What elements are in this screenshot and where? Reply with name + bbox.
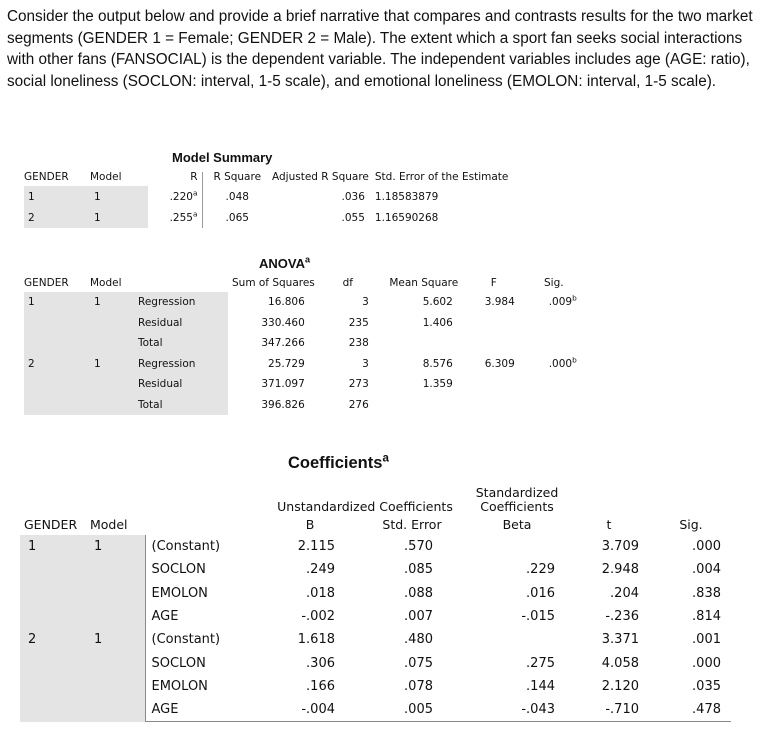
- anova-header-sum-of-squares: Sum of Squares: [232, 277, 315, 289]
- anova-cell-ss: 25.729: [268, 357, 305, 370]
- coef-cell-t: -.710: [567, 698, 651, 722]
- coef-cell-gender: [20, 582, 90, 605]
- coef-cell-beta: .016: [526, 585, 555, 601]
- table-row: [20, 558, 731, 581]
- anova-header-mean-square: Mean Square: [389, 277, 459, 289]
- coef-cell-std-error: .480: [404, 632, 433, 648]
- table-row: [24, 207, 508, 228]
- ms-cell-model: 1: [90, 207, 148, 228]
- coef-cell-std-error: .570: [404, 539, 433, 555]
- model-summary-header: [24, 172, 508, 186]
- coef-cell-model: 1: [90, 628, 145, 651]
- coef-cell-model: [90, 582, 145, 605]
- ms-header-r-square: R Square: [213, 171, 262, 183]
- coef-cell-b: .306: [306, 655, 335, 671]
- coef-cell-b: -.002: [301, 609, 335, 625]
- coef-cell-t: .204: [610, 585, 639, 601]
- anova-cell-ss: 371.097: [261, 378, 305, 391]
- ms-cell-std-error: 1.18583879: [374, 190, 439, 203]
- coef-cell-sig: .004: [692, 562, 721, 578]
- ms-cell-r-square: .065: [225, 211, 249, 224]
- coef-cell-std-error: .075: [404, 655, 433, 671]
- table-row: [24, 292, 587, 313]
- coef-cell-model: [90, 605, 145, 628]
- anova-cell-f: 6.309: [484, 357, 515, 370]
- anova-cell-ms: 1.359: [422, 378, 453, 391]
- coef-cell-gender: 2: [20, 628, 90, 651]
- anova-cell-source: Total: [136, 395, 228, 416]
- anova-cell-ms: 1.406: [422, 316, 453, 329]
- coef-cell-gender: [20, 558, 90, 581]
- coef-cell-variable: AGE: [145, 605, 263, 628]
- anova-cell-gender: 2: [24, 354, 90, 375]
- coef-header-standardized: Standardized Coefficients: [475, 485, 559, 514]
- coefficients-header: [20, 518, 731, 535]
- coef-cell-beta: [467, 535, 567, 558]
- coefficients-header-group: [20, 486, 731, 518]
- coef-cell-variable: (Constant): [145, 535, 263, 558]
- coef-header-beta: Beta: [502, 517, 532, 532]
- ms-cell-r: .255$^a$: [148, 207, 202, 228]
- coef-cell-gender: [20, 605, 90, 628]
- anova-cell-ss: 16.806: [268, 296, 305, 309]
- coef-cell-model: [90, 675, 145, 698]
- ms-header-model: Model: [90, 171, 122, 183]
- coef-cell-beta: .229: [526, 562, 555, 578]
- model-summary-title: Model Summary: [172, 150, 273, 165]
- table-row: [24, 333, 587, 354]
- coef-cell-sig: .000: [692, 655, 721, 671]
- ms-header-adj-r-square: Adjusted R Square: [272, 171, 369, 183]
- coef-cell-sig: .478: [651, 698, 731, 722]
- ms-header-r: R: [148, 172, 202, 186]
- coef-cell-variable: EMOLON: [145, 582, 263, 605]
- anova-cell-ms: 8.576: [422, 357, 453, 370]
- coef-cell-t: 3.371: [601, 632, 639, 648]
- ms-cell-adj-r-square: .055: [341, 211, 365, 224]
- coef-cell-model: 1: [90, 535, 145, 558]
- anova-cell-model: 1: [90, 354, 136, 375]
- table-row: [24, 374, 587, 395]
- anova-table: [24, 278, 587, 415]
- table-row: [20, 582, 731, 605]
- coefficients-title: Coefficients$^a$: [288, 452, 389, 472]
- ms-cell-r-square: .048: [225, 190, 249, 203]
- anova-cell-df: 273: [348, 378, 369, 391]
- anova-cell-source: Total: [136, 333, 228, 354]
- coef-cell-std-error: .005: [357, 698, 467, 722]
- coef-cell-beta: .275: [526, 655, 555, 671]
- coef-cell-std-error: .085: [404, 562, 433, 578]
- ms-header-gender: GENDER: [24, 171, 69, 183]
- anova-cell-model: 1: [90, 292, 136, 313]
- ms-cell-adj-r-square: .036: [341, 190, 365, 203]
- question-text: Consider the output below and provide a brief narrative that compares and contrasts results for the two market segments (GENDER 1 = Female; GENDER 2 = Male). The extent which a sport fan seeks social interactions with other fans (FANSOCIAL) is the dependent variable. The independent variables includes age (AGE: ratio), social loneliness (SOCLON: interval, 1-5 scale), and emotional loneliness (EMOLON: interval, 1-5 scale).: [7, 8, 753, 90]
- coef-cell-beta: .144: [526, 678, 555, 694]
- coef-cell-sig: .001: [692, 632, 721, 648]
- coef-cell-gender: [20, 651, 90, 674]
- ms-cell-r: .220$^a$: [148, 186, 202, 207]
- coef-cell-b: 2.115: [297, 539, 335, 555]
- coef-cell-b: .166: [306, 678, 335, 694]
- coef-cell-b: .018: [306, 585, 335, 601]
- coef-cell-t: 2.948: [601, 562, 639, 578]
- anova-cell-ss: 347.266: [261, 337, 305, 350]
- coef-cell-b: .249: [306, 562, 335, 578]
- anova-cell-df: 3: [362, 296, 369, 309]
- coef-cell-gender: 1: [20, 535, 90, 558]
- coef-cell-beta: -.043: [467, 698, 567, 722]
- coef-cell-sig: .838: [692, 585, 721, 601]
- anova-cell-df: 3: [362, 357, 369, 370]
- coef-cell-sig: .814: [692, 609, 721, 625]
- coef-cell-variable: SOCLON: [145, 558, 263, 581]
- anova-header-f: F: [490, 277, 497, 289]
- anova-cell-sig: .000$^b$: [548, 355, 577, 370]
- coef-cell-std-error: .007: [404, 609, 433, 625]
- anova-cell-source: Regression: [136, 354, 228, 375]
- table-row: [20, 651, 731, 674]
- anova-cell-gender: 1: [24, 292, 90, 313]
- coef-cell-beta: -.015: [521, 609, 555, 625]
- coef-cell-gender: [20, 698, 90, 722]
- anova-cell-sig: .009$^b$: [548, 293, 577, 309]
- coef-header-std-error: Std. Error: [382, 517, 442, 532]
- ms-cell-std-error: 1.16590268: [374, 211, 439, 224]
- anova-header-model: Model: [90, 277, 122, 289]
- coef-header-gender: GENDER: [24, 517, 78, 532]
- anova-header-df: df: [342, 277, 353, 289]
- coef-cell-b: -.004: [263, 698, 357, 722]
- coef-cell-t: -.236: [605, 609, 639, 625]
- anova-cell-source: Residual: [136, 313, 228, 334]
- coef-header-unstandardized: Unstandardized Coefficients: [277, 499, 453, 514]
- anova-cell-source: Residual: [136, 374, 228, 395]
- coef-header-t: t: [606, 517, 612, 532]
- table-row: [20, 605, 731, 628]
- coef-header-b: B: [305, 517, 315, 532]
- anova-header-gender: GENDER: [24, 277, 69, 289]
- coef-cell-sig: .000: [692, 539, 721, 555]
- table-row: [24, 354, 587, 375]
- coef-cell-t: 3.709: [601, 539, 639, 555]
- anova-header-sig: Sig.: [543, 277, 564, 289]
- anova-cell-ms: 5.602: [422, 296, 453, 309]
- anova-cell-df: 276: [348, 398, 369, 411]
- anova-header: [24, 278, 587, 292]
- ms-cell-gender: 2: [24, 207, 90, 228]
- table-row: [20, 628, 731, 651]
- table-row: [24, 395, 587, 416]
- anova-cell-df: 238: [348, 337, 369, 350]
- coef-cell-model: [90, 558, 145, 581]
- coef-cell-sig: .035: [692, 678, 721, 694]
- coef-cell-variable: AGE: [145, 698, 263, 722]
- model-summary-table: [24, 172, 508, 228]
- coef-cell-t: 2.120: [601, 678, 639, 694]
- coef-cell-t: 4.058: [601, 655, 639, 671]
- coef-cell-b: 1.618: [297, 632, 335, 648]
- coef-cell-variable: SOCLON: [145, 651, 263, 674]
- anova-cell-ss: 330.460: [261, 316, 305, 329]
- ms-header-std-error: Std. Error of the Estimate: [374, 171, 509, 183]
- coef-cell-std-error: .088: [404, 585, 433, 601]
- coefficients-table: [20, 486, 731, 722]
- anova-cell-f: 3.984: [484, 296, 515, 309]
- coef-cell-beta: [467, 628, 567, 651]
- anova-cell-source: Regression: [136, 292, 228, 313]
- anova-title: ANOVA$^a$: [259, 254, 311, 271]
- coef-cell-gender: [20, 675, 90, 698]
- ms-cell-model: 1: [90, 186, 148, 207]
- coef-cell-variable: EMOLON: [145, 675, 263, 698]
- table-row: [24, 313, 587, 334]
- coef-cell-model: [90, 651, 145, 674]
- table-row: [20, 698, 731, 722]
- anova-header-source: [136, 278, 228, 292]
- anova-cell-df: 235: [348, 316, 369, 329]
- table-row: [20, 675, 731, 698]
- ms-cell-gender: 1: [24, 186, 90, 207]
- coef-header-model: Model: [90, 517, 128, 532]
- coef-cell-std-error: .078: [404, 678, 433, 694]
- coef-cell-model: [90, 698, 145, 722]
- table-row: [24, 186, 508, 207]
- coef-header-sig: Sig.: [679, 517, 703, 532]
- table-row: [20, 535, 731, 558]
- anova-cell-ss: 396.826: [261, 398, 305, 411]
- coef-cell-variable: (Constant): [145, 628, 263, 651]
